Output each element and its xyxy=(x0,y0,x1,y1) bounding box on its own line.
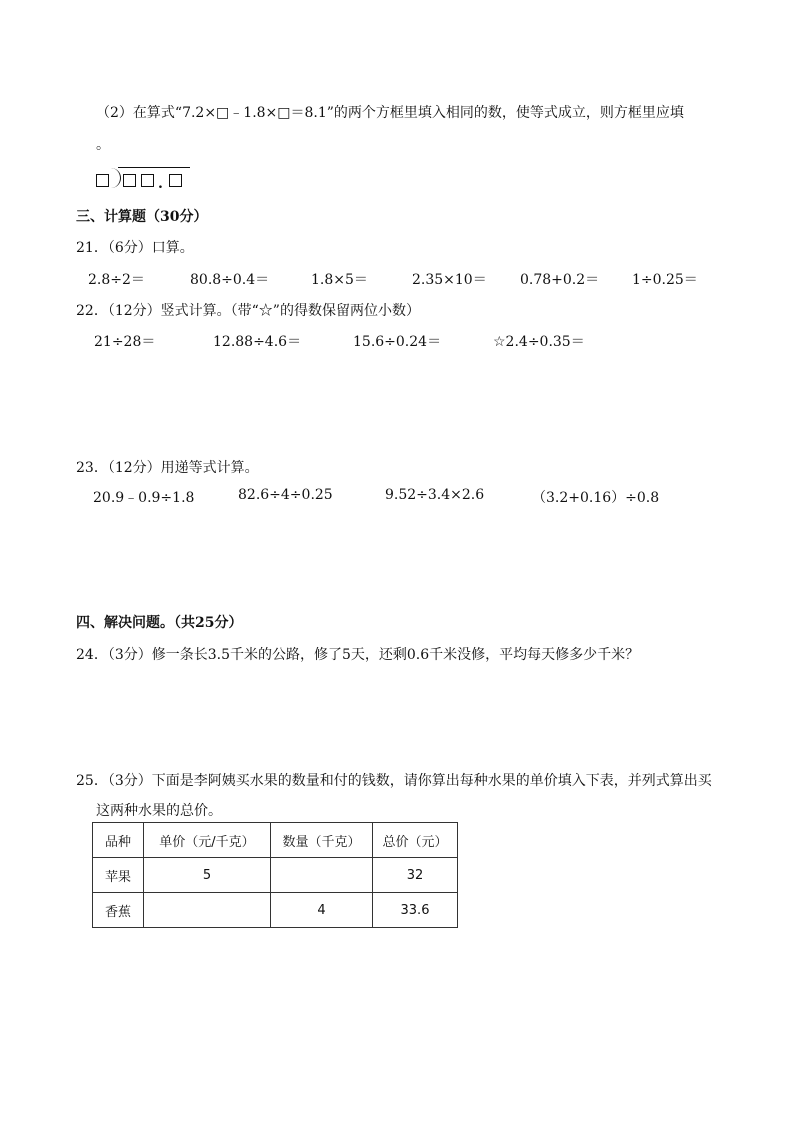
q21-item: 1÷0.25＝ xyxy=(632,272,698,288)
table-cell: 5 xyxy=(144,858,271,893)
header-cell: 总价（元） xyxy=(373,823,458,858)
q21-title: 21．（6分）口算。 xyxy=(76,240,194,256)
q21-item: 1.8×5＝ xyxy=(311,272,368,288)
dividend-box-1 xyxy=(123,174,136,187)
division-bracket xyxy=(110,168,121,188)
header-cell: 单价（元/千克） xyxy=(144,823,271,858)
q22-item: 12.88÷4.6＝ xyxy=(213,334,302,350)
q22-item: ☆2.4÷0.35＝ xyxy=(493,334,585,350)
table-cell: 苹果 xyxy=(93,858,144,893)
table-cell: 4 xyxy=(271,893,373,928)
q25-text-line2: 这两种水果的总价。 xyxy=(96,803,222,819)
table-header-row xyxy=(93,823,458,858)
header-cell: 数量（千克） xyxy=(271,823,373,858)
section-solve-heading: 四、解决问题。（共25分） xyxy=(76,615,243,631)
table-cell-blank[interactable] xyxy=(144,893,271,928)
header-cell: 品种 xyxy=(93,823,144,858)
section-calc-heading: 三、计算题（30分） xyxy=(76,209,208,225)
q21-item: 2.8÷2＝ xyxy=(88,272,145,288)
q22-title: 22．（12分）竖式计算。（带“☆”的得数保留两位小数） xyxy=(76,303,420,319)
q20-2-blank-end: 。 xyxy=(96,137,110,153)
division-overline xyxy=(118,167,190,168)
q20-2-text: （2）在算式“7.2×□﹣1.8×□＝8.1”的两个方框里填入相同的数，使等式成立，则方框里应填 xyxy=(96,105,684,121)
long-division-diagram xyxy=(96,166,191,190)
table-cell: 32 xyxy=(373,858,458,893)
divisor-box xyxy=(96,174,109,187)
q23-title: 23．（12分）用递等式计算。 xyxy=(76,460,259,476)
dividend-box-2 xyxy=(141,174,154,187)
table-cell: 香蕉 xyxy=(93,893,144,928)
dividend-box-3 xyxy=(169,174,182,187)
q22-item: 15.6÷0.24＝ xyxy=(353,334,442,350)
q23-item: 20.9﹣0.9÷1.8 xyxy=(93,490,195,506)
decimal-point: . xyxy=(158,176,163,192)
q25-text-line1: 25．（3分）下面是李阿姨买水果的数量和付的钱数，请你算出每种水果的单价填入下表，并列式算出买 xyxy=(76,773,712,789)
fruit-price-table xyxy=(92,822,458,928)
q24-text: 24．（3分）修一条长3.5千米的公路，修了5天，还剩0.6千米没修，平均每天修多少千米？ xyxy=(76,647,640,663)
q21-item: 80.8÷0.4＝ xyxy=(190,272,270,288)
q21-item: 0.78+0.2＝ xyxy=(520,272,600,288)
q23-item: 82.6÷4÷0.25 xyxy=(238,487,333,503)
q23-item: 9.52÷3.4×2.6 xyxy=(385,487,485,503)
q23-item: （3.2+0.16）÷0.8 xyxy=(532,490,660,506)
q21-item: 2.35×10＝ xyxy=(412,272,487,288)
table-row xyxy=(93,893,458,928)
table-cell-blank[interactable] xyxy=(271,858,373,893)
q22-item: 21÷28＝ xyxy=(94,334,156,350)
table-cell: 33.6 xyxy=(373,893,458,928)
table-row xyxy=(93,858,458,893)
